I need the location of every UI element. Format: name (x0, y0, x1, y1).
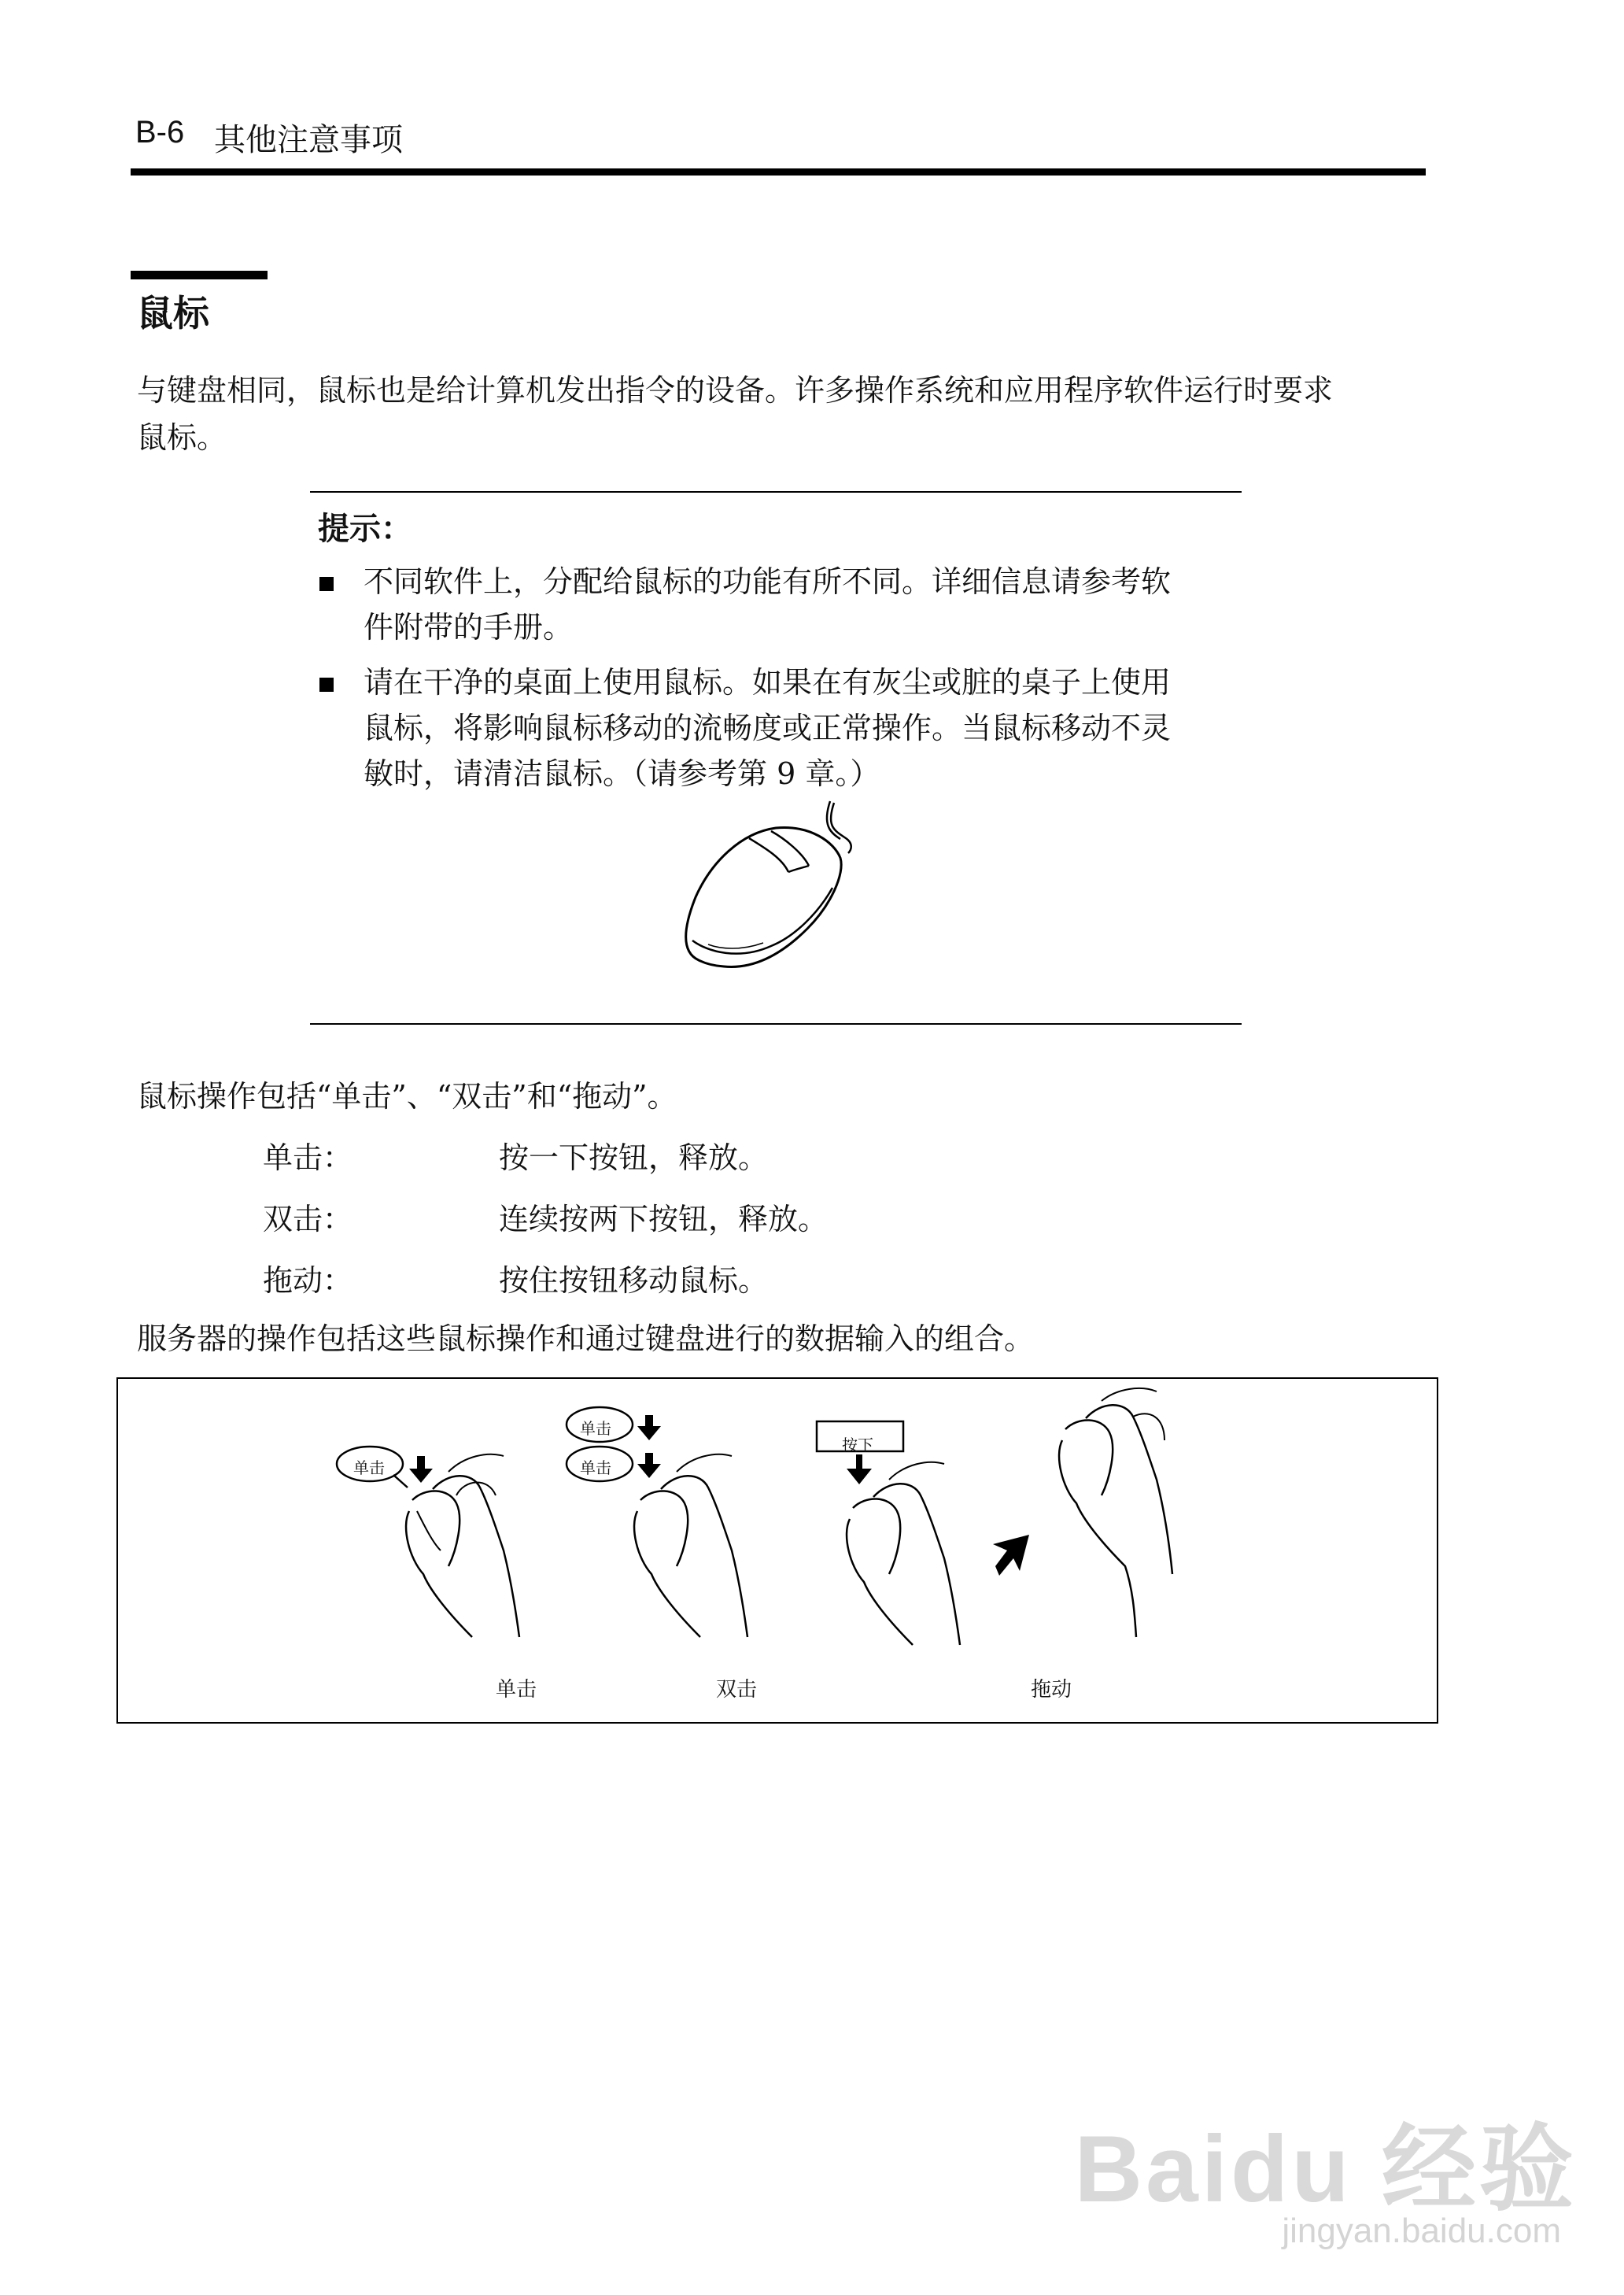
bubble-label: 单击 (580, 1458, 611, 1477)
watermark-logo: Baidu 经验 (1074, 2116, 1577, 2222)
operation-name: 双击： (263, 1202, 353, 1236)
operations-intro: 鼠标操作包括“单击”、“双击”和“拖动”。 (137, 1079, 677, 1114)
operations-summary: 服务器的操作包括这些鼠标操作和通过键盘进行的数据输入的组合。 (137, 1321, 1035, 1356)
intro-line: 与键盘相同，鼠标也是给计算机发出指令的设备。许多操作系统和应用程序软件运行时要求 (137, 373, 1334, 408)
bubble-label: 单击 (353, 1458, 385, 1477)
bullet-icon (319, 577, 334, 591)
page-header-title: 其他注意事项 (214, 122, 403, 158)
figure-caption-double-click: 双击 (716, 1678, 758, 1702)
mouse-illustration (677, 795, 873, 968)
note-item (364, 559, 1237, 650)
operation-desc: 按一下按钮，释放。 (499, 1140, 769, 1175)
note-line: 鼠标，将影响鼠标移动的流畅度或正常操作。当鼠标移动不灵 (364, 711, 1172, 745)
note-line: 请在干净的桌面上使用鼠标。如果在有灰尘或脏的桌子上使用 (364, 665, 1172, 700)
note-top-rule (310, 491, 1242, 493)
bubble-label: 单击 (580, 1419, 611, 1438)
watermark-url: jingyan.baidu.com (1282, 2212, 1561, 2250)
operation-name: 单击： (263, 1140, 353, 1175)
intro-paragraph (137, 367, 1443, 461)
figure-caption-drag: 拖动 (1031, 1678, 1072, 1702)
note-line: 件附带的手册。 (364, 610, 574, 645)
section-bar (131, 271, 268, 279)
figure-caption-click: 单击 (496, 1678, 537, 1702)
section-title: 鼠标 (137, 292, 209, 334)
header-rule (131, 168, 1426, 176)
hand-double-click-illustration (551, 1401, 787, 1661)
press-button-label: 按下 (842, 1436, 873, 1454)
operation-desc: 按住按钮移动鼠标。 (499, 1263, 769, 1298)
operation-desc: 连续按两下按钮，释放。 (499, 1202, 829, 1236)
note-line: 敏时，请清洁鼠标。（请参考第 9 章。） (364, 756, 880, 791)
note-title: 提示： (318, 511, 412, 547)
note-item (364, 660, 1237, 796)
note-bottom-rule (310, 1023, 1242, 1025)
intro-line: 鼠标。 (137, 420, 227, 455)
bullet-icon (319, 678, 334, 692)
note-line: 不同软件上，分配给鼠标的功能有所不同。详细信息请参考软 (364, 564, 1172, 599)
hand-drag-illustration (1046, 1385, 1243, 1645)
operation-name: 拖动： (263, 1263, 353, 1298)
page-code: B-6 (135, 115, 185, 150)
